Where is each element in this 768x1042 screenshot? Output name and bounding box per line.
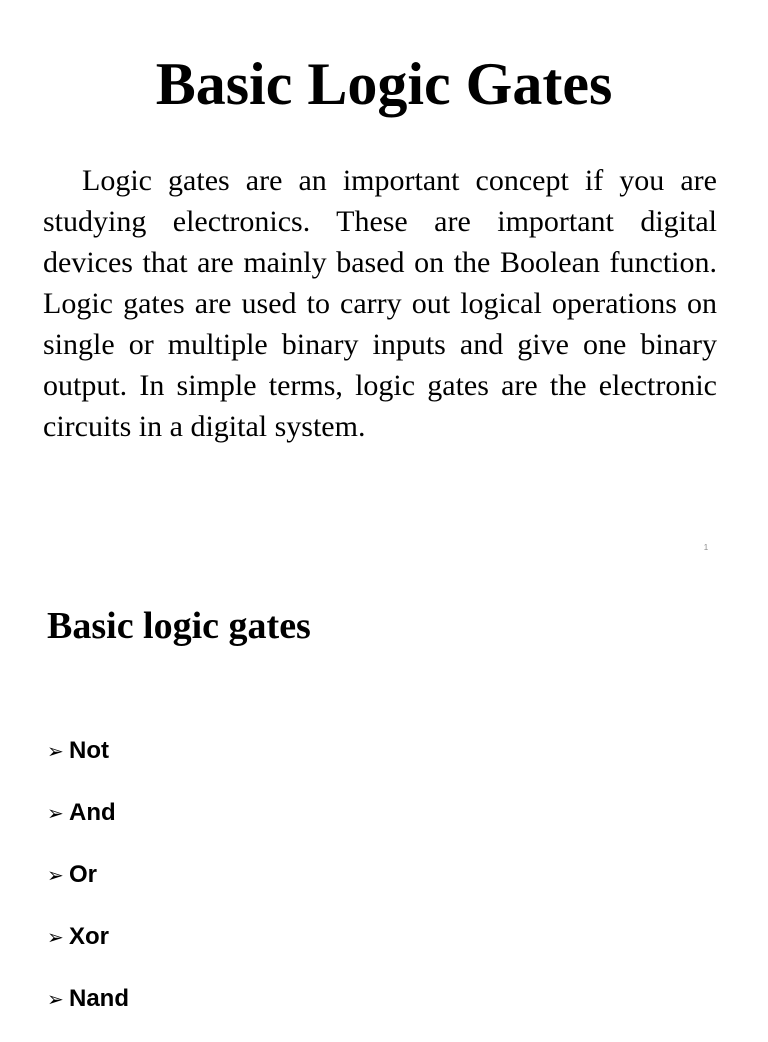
list-item	[47, 732, 129, 794]
slide-2	[0, 570, 768, 1024]
page-number: 1	[703, 543, 709, 552]
arrow-bullet-icon: ➢	[47, 925, 64, 949]
gate-label-xor: Xor	[69, 923, 110, 950]
arrow-bullet-icon: ➢	[47, 863, 64, 887]
gate-label-nand: Nand	[69, 985, 129, 1012]
arrow-bullet-icon: ➢	[47, 987, 64, 1011]
list-item	[47, 918, 129, 980]
arrow-bullet-icon: ➢	[47, 801, 64, 825]
list-item	[47, 794, 129, 856]
gate-label-and: And	[69, 799, 116, 826]
section-title: Basic logic gates	[47, 605, 311, 647]
gate-label-or: Or	[69, 861, 98, 888]
gate-label-not: Not	[69, 737, 109, 764]
list-item	[47, 856, 129, 918]
intro-paragraph: Logic gates are an important concept if you are studying electronics. These are important digital devices that are mainly based on the Boolean function. Logic gates are used to carry out logical operations on single or multiple binary inputs and give one binary output. In simple terms, logic gates are the electronic circuits in a digital system.	[43, 164, 717, 443]
gate-list	[47, 732, 129, 1042]
list-item	[47, 980, 129, 1042]
arrow-bullet-icon: ➢	[47, 739, 64, 763]
page-title: Basic Logic Gates	[155, 51, 613, 117]
